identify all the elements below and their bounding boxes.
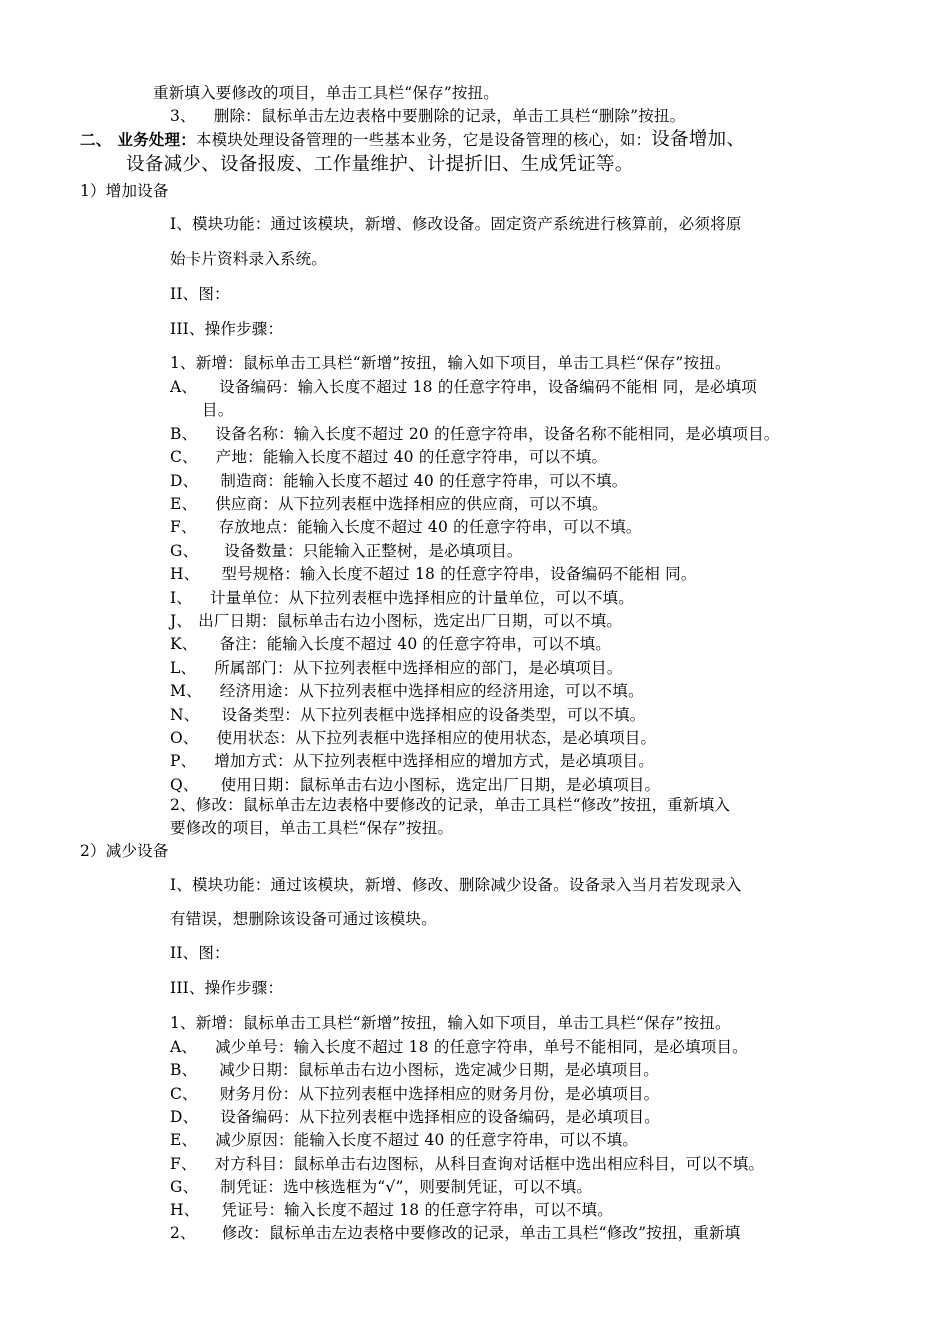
list-item [170, 1059, 659, 1081]
item-text: 计量单位：从下拉列表框中选择相应的计量单位，可以不填。 [210, 588, 634, 607]
module-function-cont: 有错误，想删除该设备可通过该模块。 [170, 910, 437, 928]
item-key: H、 [170, 565, 200, 584]
item-text: 型号规格：输入长度不超过 18 的任意字符串，设备编码不能相 同。 [221, 565, 697, 584]
item-text: 制造商：能输入长度不超过 40 的任意字符串，可以不填。 [220, 471, 628, 490]
item-text: 出厂日期：鼠标单击右边小图标，选定出厂日期，可以不填。 [198, 612, 623, 630]
section-title: 业务处理： [117, 130, 196, 149]
item-key: F、 [170, 1154, 197, 1173]
list-item [170, 633, 611, 655]
list-item [170, 423, 779, 445]
module-function-cont: 始卡片资料录入系统。 [170, 250, 328, 268]
item-key: P、 [170, 752, 197, 771]
subsection-title-reduce: 2）减少设备 [80, 842, 169, 860]
list-item [170, 727, 656, 749]
list-item [170, 563, 697, 585]
list-item [170, 516, 642, 538]
item-text: 设备编码：输入长度不超过 18 的任意字符串，设备编码不能相 同，是必填项 [219, 378, 758, 396]
new-step: 1、新增：鼠标单击工具栏“新增”按扭，输入如下项目，单击工具栏“保存”按扭。 [170, 1014, 731, 1032]
item-text: 减少日期：鼠标单击右边小图标，选定减少日期，是必填项目。 [219, 1061, 659, 1080]
list-item [170, 704, 645, 726]
item-key: H、 [170, 1201, 200, 1220]
item-key: E、 [170, 495, 198, 513]
list-item [170, 750, 654, 772]
steps-label: III、操作步骤： [170, 979, 284, 997]
item-key: A、 [170, 378, 198, 396]
item-text: 修改：鼠标单击左边表格中要修改的记录，单击工具栏“修改”按扭，重新填 [221, 1224, 741, 1243]
item-key: J、 [170, 612, 193, 630]
item-key: E、 [170, 1131, 198, 1150]
list-item [170, 610, 622, 632]
list-item [202, 399, 233, 421]
item-key: 2、 [170, 1224, 196, 1243]
list-item [170, 540, 523, 562]
item-key: O、 [170, 729, 199, 747]
step-text: 删除：鼠标单击左边表格中要删除的记录，单击工具栏“删除”按扭。 [213, 107, 686, 125]
item-key: I、 [170, 588, 193, 607]
item-key: G、 [170, 1177, 199, 1196]
item-text: 目。 [202, 401, 234, 420]
list-item [170, 774, 660, 796]
item-text: 设备编码：从下拉列表框中选择相应的设备编码，是必填项目。 [220, 1107, 660, 1126]
item-key: Q、 [170, 775, 199, 794]
item-text: 设备数量：只能输入正整树，是必填项目。 [224, 541, 523, 560]
new-step: 1、新增：鼠标单击工具栏“新增”按扭，输入如下项目，单击工具栏“保存”按扭。 [170, 354, 731, 372]
item-text: 产地：能输入长度不超过 40 的任意字符串，可以不填。 [215, 448, 608, 467]
item-key: F、 [170, 518, 197, 537]
item-key: D、 [170, 1107, 199, 1126]
item-text: 经济用途：从下拉列表框中选择相应的经济用途，可以不填。 [219, 682, 644, 701]
list-item [170, 1222, 740, 1244]
steps-label: III、操作步骤： [170, 320, 284, 338]
list-item [170, 680, 644, 702]
list-item [170, 493, 608, 515]
item-text: 增加方式：从下拉列表框中选择相应的增加方式，是必填项目。 [214, 752, 654, 771]
list-item [170, 1106, 660, 1128]
section-intro-large: 设备增加、 [651, 129, 746, 150]
modify-step-cont: 要修改的项目，单击工具栏“保存”按扭。 [170, 819, 454, 837]
item-text: 使用状态：从下拉列表框中选择相应的使用状态，是必填项目。 [216, 729, 657, 747]
list-item [170, 376, 757, 398]
figure-label: II、图： [170, 944, 230, 962]
item-text: 制凭证：选中核选框为“√”，则要制凭证，可以不填。 [220, 1177, 593, 1196]
item-text: 使用日期：鼠标单击右边小图标，选定出厂日期，是必填项目。 [220, 775, 661, 794]
list-item [170, 1199, 613, 1221]
item-text: 供应商：从下拉列表框中选择相应的供应商，可以不填。 [215, 495, 608, 513]
module-function: I、模块功能：通过该模块，新增、修改设备。固定资产系统进行核算前，必须将原 [170, 215, 742, 233]
figure-label: II、图： [170, 285, 230, 303]
item-text: 减少单号：输入长度不超过 18 的任意字符串，单号不能相同，是必填项目。 [215, 1038, 748, 1056]
list-item [170, 1153, 764, 1175]
item-key: C、 [170, 1084, 198, 1103]
item-key: B、 [170, 424, 198, 443]
modify-step: 2、修改：鼠标单击左边表格中要修改的记录，单击工具栏“修改”按扭，重新填入 [170, 796, 731, 814]
list-item [170, 1036, 748, 1058]
item-key: D、 [170, 471, 199, 490]
list-item [170, 657, 622, 679]
item-key: C、 [170, 448, 198, 467]
item-key: B、 [170, 1061, 198, 1080]
item-text: 所属部门：从下拉列表框中选择相应的部门，是必填项目。 [214, 658, 623, 677]
item-text: 财务月份：从下拉列表框中选择相应的财务月份，是必填项目。 [219, 1084, 660, 1103]
item-key: A、 [170, 1038, 198, 1056]
list-item [170, 1083, 659, 1105]
item-text: 对方科目：鼠标单击右边图标，从科目查询对话框中选出相应科目，可以不填。 [214, 1154, 765, 1173]
item-key: M、 [170, 682, 202, 701]
list-item [170, 470, 628, 492]
item-key: G、 [170, 541, 199, 560]
subsection-title-add: 1）增加设备 [80, 182, 169, 200]
item-text: 备注：能输入长度不超过 40 的任意字符串，可以不填。 [219, 635, 611, 654]
item-text: 减少原因：能输入长度不超过 40 的任意字符串，可以不填。 [215, 1131, 639, 1150]
section-intro-cont: 设备减少、设备报废、工作量维护、计提折旧、生成凭证等。 [126, 154, 634, 175]
list-item [170, 1129, 638, 1151]
section-heading-business [80, 129, 745, 151]
list-item [170, 1176, 592, 1198]
continued-line: 重新填入要修改的项目，单击工具栏“保存”按扭。 [153, 84, 499, 102]
item-text: 凭证号：输入长度不超过 18 的任意字符串，可以不填。 [221, 1201, 613, 1220]
delete-step [170, 105, 685, 127]
list-item [170, 587, 634, 609]
item-text: 设备名称：输入长度不超过 20 的任意字符串，设备名称不能相同，是必填项目。 [215, 424, 780, 443]
section-number: 二、 [80, 130, 112, 149]
item-key: L、 [170, 658, 197, 677]
item-text: 设备类型：从下拉列表框中选择相应的设备类型，可以不填。 [221, 705, 646, 724]
item-key: K、 [170, 635, 198, 654]
item-key: N、 [170, 705, 200, 724]
module-function: I、模块功能：通过该模块，新增、修改、删除减少设备。设备录入当月若发现录入 [170, 876, 742, 894]
list-item [170, 446, 607, 468]
item-text: 存放地点：能输入长度不超过 40 的任意字符串，可以不填。 [218, 518, 642, 537]
section-intro: 本模块处理设备管理的一些基本业务，它是设备管理的核心，如： [195, 131, 652, 149]
step-number: 3、 [170, 107, 196, 125]
